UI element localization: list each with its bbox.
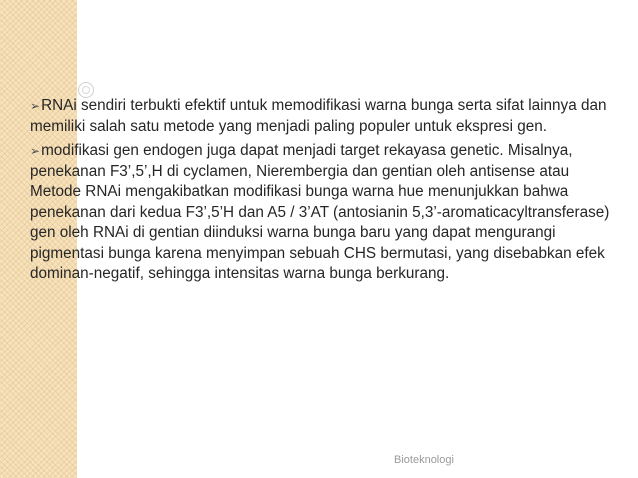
arrow-bullet-icon: ➢ xyxy=(30,144,41,158)
slide-body xyxy=(30,96,620,289)
decorative-inner-circle-icon xyxy=(82,86,90,94)
bullet-paragraph-1 xyxy=(30,96,620,137)
bullet-paragraph-2 xyxy=(30,141,620,285)
paragraph-text: modifikasi gen endogen juga dapat menjadi target rekayasa genetic. Misalnya, penekanan F3’,5’,H di cyclamen, Nierembergia dan gentian oleh antisense atau Metode RNAi mengakibatkan modifikasi bunga warna hue menunjukkan bahwa penekanan dari kedua F3’,5’H dan A5 / 3’AT (antosianin 5,3’-aromaticacyltransferase) gen oleh RNAi di gentian diinduksi warna bunga baru yang dapat mengurangi pigmentasi bunga karena menyimpan sebuah CHS bermutasi, yang disebabkan efek dominan-negatif, sehingga intensitas warna bunga berkurang. xyxy=(30,142,610,282)
paragraph-text: RNAi sendiri terbukti efektif untuk memodifikasi warna bunga serta sifat lainnya dan memiliki salah satu metode yang menjadi paling populer untuk ekspresi gen. xyxy=(30,97,607,135)
arrow-bullet-icon: ➢ xyxy=(30,99,41,113)
slide-footer: Bioteknologi xyxy=(394,454,454,466)
